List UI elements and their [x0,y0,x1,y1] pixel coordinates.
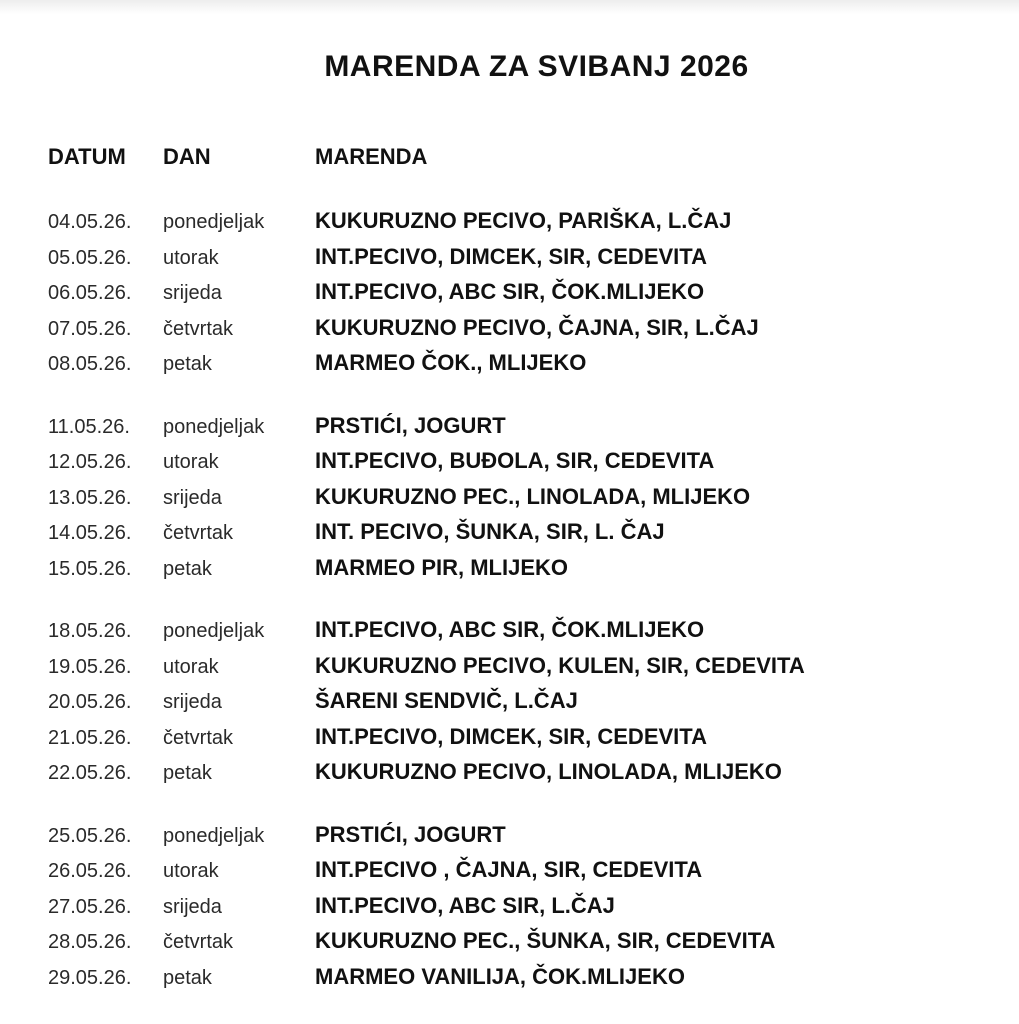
row-date: 13.05.26. [48,486,132,509]
row-day: četvrtak [163,931,234,953]
row-day: ponedjeljak [163,620,265,642]
row-day: četvrtak [163,726,234,749]
row-menu: KUKURUZNO PECIVO, KULEN, SIR, CEDEVITA [315,652,805,678]
row-menu: INT. PECIVO, ŠUNKA, SIR, L. ČAJ [315,519,665,544]
row-date: 26.05.26. [48,860,132,882]
row-day: utorak [163,860,219,882]
column-header-dan: DAN [163,144,211,169]
row-menu: INT.PECIVO, ABC SIR, L.ČAJ [315,892,615,918]
row-date: 06.05.26. [48,282,132,304]
row-day: srijeda [163,282,222,304]
menu-row [48,960,989,996]
row-date: 27.05.26. [48,895,132,918]
row-menu: MARMEO ČOK., MLIJEKO [315,350,587,375]
row-day: srijeda [163,895,222,918]
row-date: 25.05.26. [48,824,132,847]
menu-row [48,515,989,551]
row-date: 21.05.26. [48,726,132,749]
row-menu: MARMEO VANILIJA, ČOK.MLIJEKO [315,963,685,989]
row-day: utorak [163,451,219,473]
row-menu: INT.PECIVO, DIMCEK, SIR, CEDEVITA [315,243,707,269]
menu-row [48,204,989,240]
row-menu: INT.PECIVO, BUĐOLA, SIR, CEDEVITA [315,448,715,473]
menu-row [48,480,989,516]
menu-row [48,551,989,587]
row-menu: INT.PECIVO, ABC SIR, ČOK.MLIJEKO [315,617,705,642]
row-date: 14.05.26. [48,522,132,544]
row-menu: MARMEO PIR, MLIJEKO [315,554,569,580]
row-date: 20.05.26. [48,691,132,713]
menu-row [48,649,989,685]
menu-row [48,613,989,649]
row-day: srijeda [163,486,222,509]
row-menu: ŠARENI SENDVIČ, L.ČAJ [315,688,578,713]
row-menu: KUKURUZNO PECIVO, ČAJNA, SIR, L.ČAJ [315,314,759,340]
row-date: 08.05.26. [48,353,132,375]
row-date: 29.05.26. [48,966,132,989]
row-day: četvrtak [163,522,234,544]
row-menu: PRSTIĆI, JOGURT [315,412,506,438]
column-header-datum: DATUM [48,144,126,169]
row-day: petak [163,966,212,989]
row-day: ponedjeljak [163,415,265,438]
row-menu: INT.PECIVO, ABC SIR, ČOK.MLIJEKO [315,279,705,304]
row-day: petak [163,353,212,375]
menu-row [48,853,989,889]
menu-row [48,275,989,311]
menu-row [48,684,989,720]
row-day: srijeda [163,691,222,713]
menu-row [48,889,989,925]
menu-weeks [48,204,989,995]
column-header-marenda: MARENDA [315,144,428,169]
week-group [48,818,989,996]
row-menu: INT.PECIVO, DIMCEK, SIR, CEDEVITA [315,723,707,749]
row-menu: KUKURUZNO PEC., ŠUNKA, SIR, CEDEVITA [315,928,776,953]
page-title: MARENDA ZA SVIBANJ 2026 [324,50,749,83]
row-day: utorak [163,246,219,269]
row-date: 07.05.26. [48,317,132,340]
row-date: 04.05.26. [48,211,132,233]
row-day: četvrtak [163,317,234,340]
menu-row [48,444,989,480]
row-date: 19.05.26. [48,655,132,678]
row-menu: KUKURUZNO PEC., LINOLADA, MLIJEKO [315,483,751,509]
row-date: 22.05.26. [48,762,132,784]
week-group [48,613,989,791]
menu-table [48,140,989,995]
row-day: utorak [163,655,219,678]
table-header-row [48,140,989,173]
menu-row [48,346,989,382]
row-day: ponedjeljak [163,824,265,847]
menu-row [48,409,989,445]
menu-row [48,720,989,756]
row-day: petak [163,557,212,580]
row-date: 28.05.26. [48,931,132,953]
row-menu: KUKURUZNO PECIVO, PARIŠKA, L.ČAJ [315,208,732,233]
row-date: 11.05.26. [48,415,130,438]
menu-row [48,240,989,276]
row-menu: KUKURUZNO PECIVO, LINOLADA, MLIJEKO [315,759,782,784]
menu-row [48,924,989,960]
row-date: 18.05.26. [48,620,132,642]
row-date: 15.05.26. [48,557,132,580]
row-menu: INT.PECIVO , ČAJNA, SIR, CEDEVITA [315,857,703,882]
menu-row [48,818,989,854]
row-day: ponedjeljak [163,211,265,233]
week-group [48,204,989,382]
row-day: petak [163,762,212,784]
week-group [48,409,989,587]
row-date: 12.05.26. [48,451,132,473]
menu-row [48,755,989,791]
menu-row [48,311,989,347]
row-menu: PRSTIĆI, JOGURT [315,821,506,847]
row-date: 05.05.26. [48,246,132,269]
